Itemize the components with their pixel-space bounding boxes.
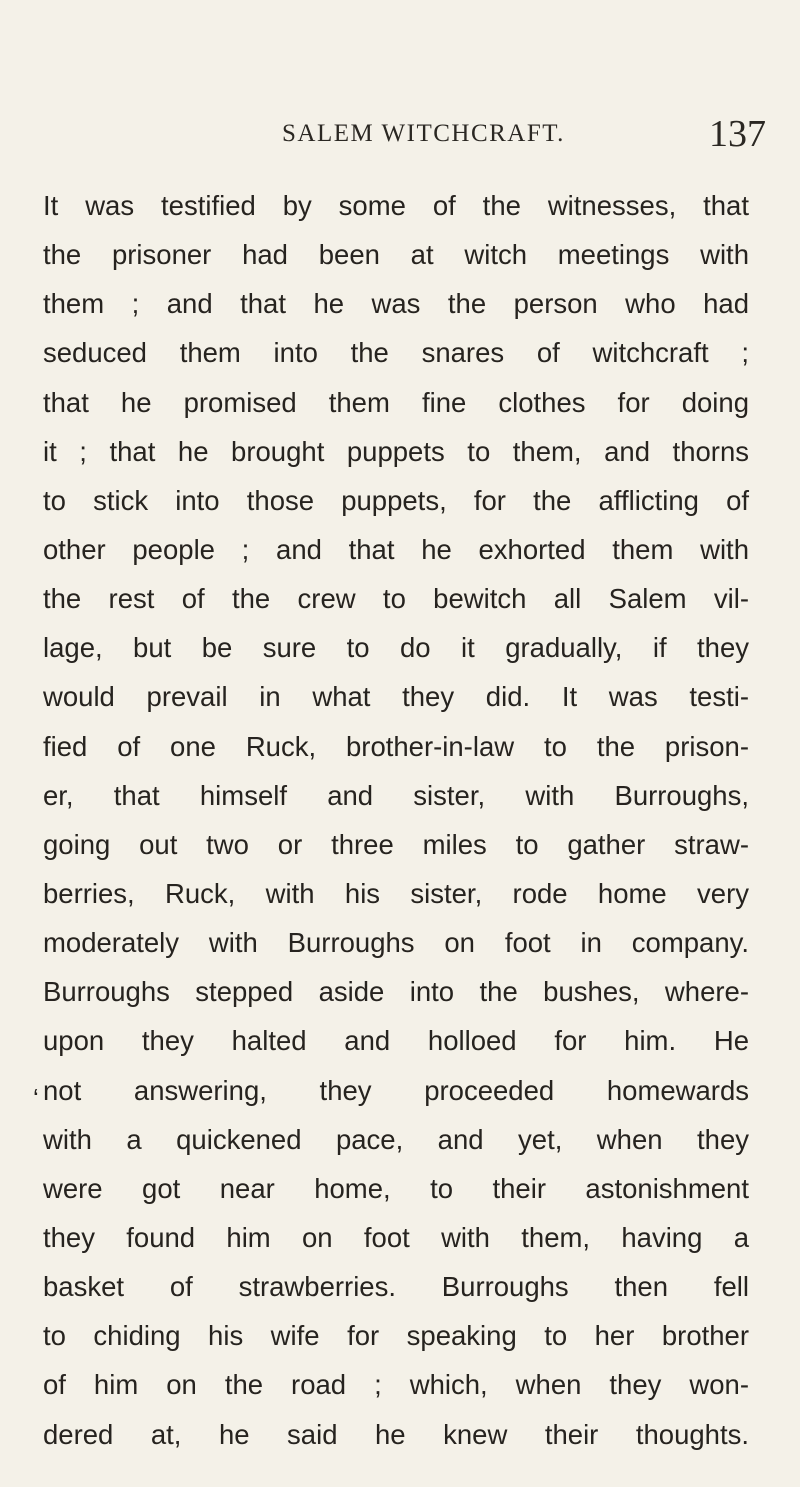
text-line: to stick into those puppets, for the afflicting of — [43, 484, 749, 516]
text-line: not answering, they proceeded homewards — [43, 1074, 749, 1106]
margin-mark: ‘ — [33, 1083, 39, 1113]
text-line: er, that himself and sister, with Burroughs, — [43, 779, 749, 811]
page-number: 137 — [709, 113, 766, 155]
running-title: SALEM WITCHCRAFT. — [282, 120, 565, 147]
text-line: basket of strawberries. Burroughs then fell — [43, 1271, 749, 1303]
text-line: them ; and that he was the person who had — [43, 288, 749, 320]
body-paragraph — [43, 181, 749, 1459]
text-line: upon they halted and holloed for him. He — [43, 1025, 749, 1057]
text-line: would prevail in what they did. It was testi- — [43, 681, 749, 713]
text-line: the rest of the crew to bewitch all Salem vil- — [43, 583, 749, 615]
text-line: seduced them into the snares of witchcraft ; — [43, 337, 749, 369]
running-head — [0, 113, 800, 158]
text-line: other people ; and that he exhorted them with — [43, 533, 749, 565]
text-line: it ; that he brought puppets to them, and thorns — [43, 435, 749, 467]
text-line: that he promised them fine clothes for doing — [43, 386, 749, 418]
text-line: going out two or three miles to gather straw- — [43, 828, 749, 860]
text-line: moderately with Burroughs on foot in company. — [43, 927, 749, 959]
text-line: It was testified by some of the witnesses, that — [43, 190, 749, 221]
text-line: dered at, he said he knew their thoughts. — [43, 1418, 749, 1450]
text-line: to chiding his wife for speaking to her brother — [43, 1320, 749, 1352]
text-line: they found him on foot with them, having a — [43, 1221, 749, 1253]
text-line: of him on the road ; which, when they won- — [43, 1369, 749, 1401]
text-line: with a quickened pace, and yet, when they — [43, 1123, 749, 1155]
text-line: Burroughs stepped aside into the bushes, where- — [43, 976, 749, 1008]
text-line: berries, Ruck, with his sister, rode home very — [43, 877, 749, 909]
text-line: lage, but be sure to do it gradually, if they — [43, 632, 749, 664]
text-line: fied of one Ruck, brother-in-law to the prison- — [43, 730, 749, 762]
text-line: were got near home, to their astonishment — [43, 1172, 749, 1204]
text-line: the prisoner had been at witch meetings with — [43, 239, 749, 271]
